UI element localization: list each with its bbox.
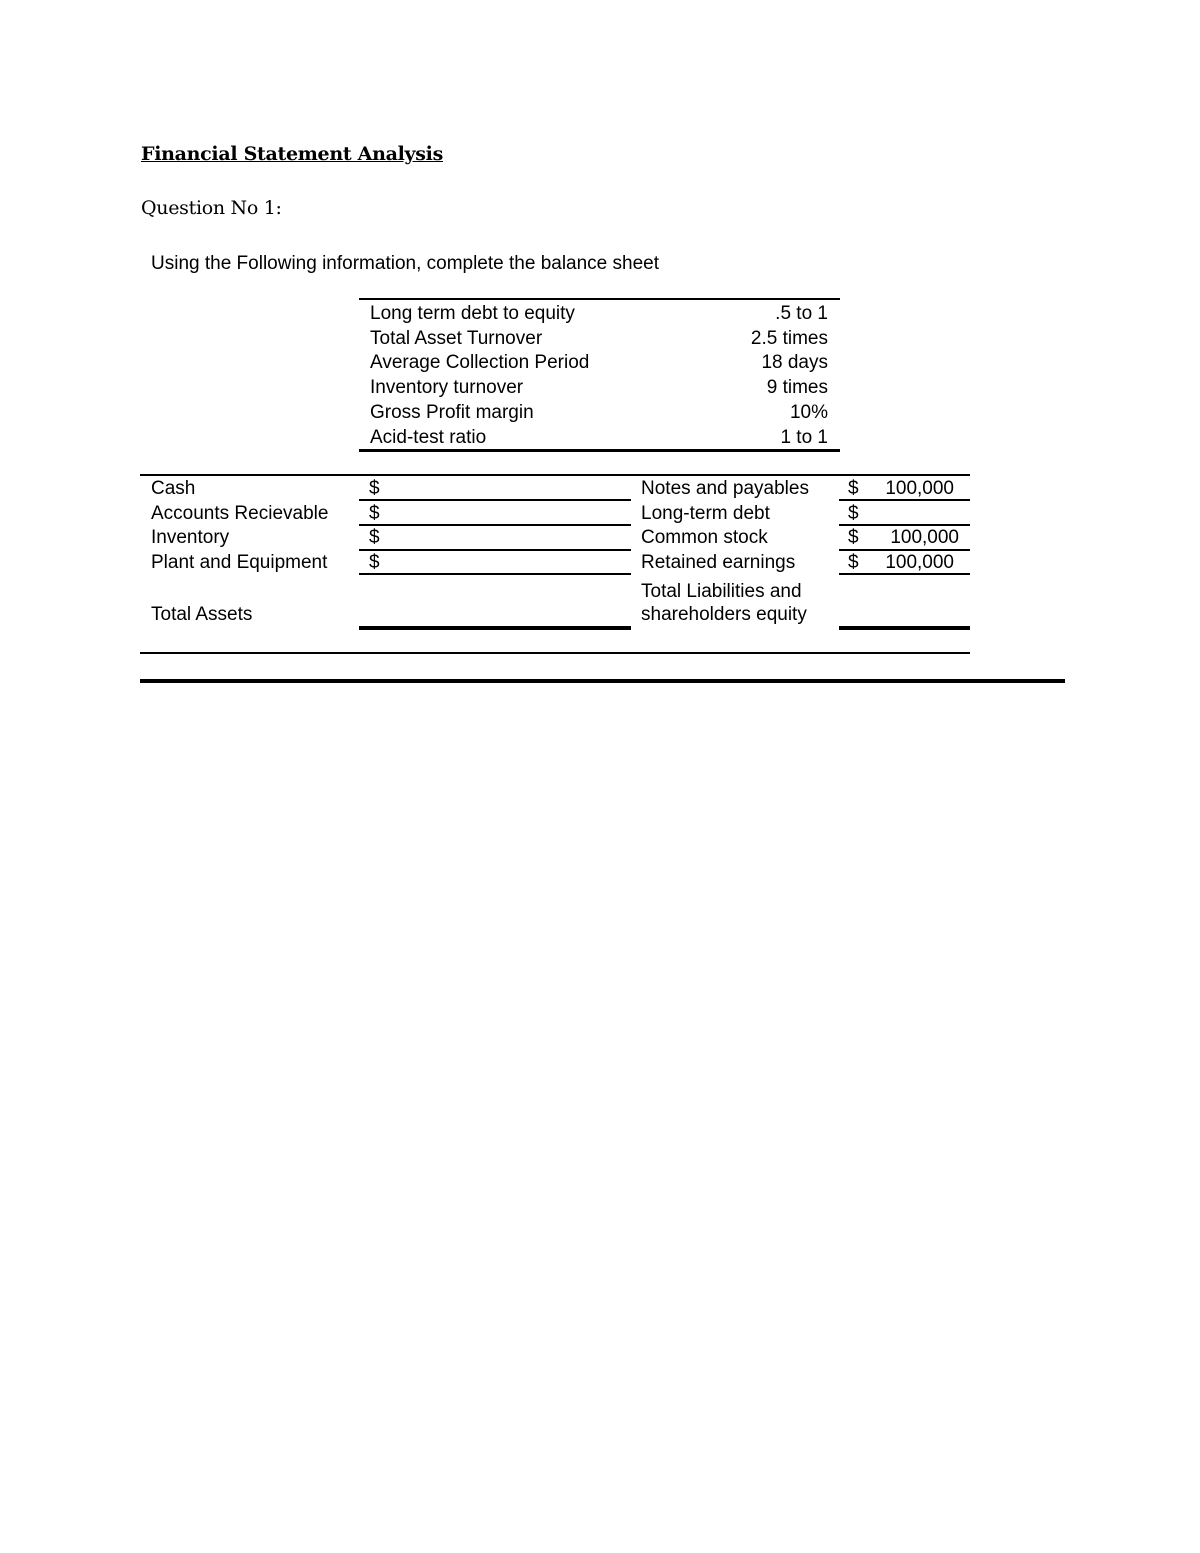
liability-amount-underline bbox=[839, 573, 970, 575]
ratio-label: Acid-test ratio bbox=[370, 427, 487, 448]
ratio-label: Total Asset Turnover bbox=[370, 328, 543, 349]
liability-amount: 100,000 bbox=[890, 527, 959, 548]
ratio-label: Gross Profit margin bbox=[370, 402, 534, 423]
ratio-value: 2.5 times bbox=[750, 328, 828, 349]
equity-label-common-stock: Common stock bbox=[641, 527, 768, 548]
total-assets-double-line[interactable] bbox=[359, 626, 631, 630]
asset-currency: $ bbox=[369, 552, 380, 573]
liability-currency: $ bbox=[848, 552, 859, 573]
total-liabilities-label-line1: Total Liabilities and bbox=[641, 581, 802, 602]
liability-amount: 100,000 bbox=[885, 478, 954, 499]
asset-amount-field-accounts-receivable[interactable] bbox=[359, 524, 631, 526]
liability-currency: $ bbox=[848, 503, 859, 524]
asset-amount-field-plant-equipment[interactable] bbox=[359, 573, 631, 575]
ratio-table-bottom-border bbox=[359, 449, 840, 452]
liability-amount-underline bbox=[839, 499, 970, 501]
balance-sheet-top-border bbox=[140, 474, 970, 476]
asset-label-plant-equipment: Plant and Equipment bbox=[151, 552, 328, 573]
document-title: Financial Statement Analysis bbox=[141, 143, 443, 165]
asset-amount-field-inventory[interactable] bbox=[359, 549, 631, 551]
asset-currency: $ bbox=[369, 478, 380, 499]
total-assets-label: Total Assets bbox=[151, 604, 253, 625]
asset-currency: $ bbox=[369, 527, 380, 548]
asset-label-inventory: Inventory bbox=[151, 527, 230, 548]
liability-label-notes-payables: Notes and payables bbox=[641, 478, 809, 499]
ratio-label: Long term debt to equity bbox=[370, 303, 575, 324]
question-heading: Question No 1: bbox=[141, 197, 282, 219]
equity-label-retained-earnings: Retained earnings bbox=[641, 552, 796, 573]
ratio-label: Average Collection Period bbox=[370, 352, 590, 373]
asset-label-cash: Cash bbox=[151, 478, 196, 499]
ratio-value: 18 days bbox=[761, 352, 828, 373]
ratio-value: 10% bbox=[789, 402, 828, 423]
ratio-value: 1 to 1 bbox=[780, 427, 828, 448]
ratio-value: .5 to 1 bbox=[775, 303, 828, 324]
liability-label-long-term-debt: Long-term debt bbox=[641, 503, 770, 524]
asset-amount-field-cash[interactable] bbox=[359, 499, 631, 501]
liability-currency: $ bbox=[848, 478, 859, 499]
ratio-table-top-border bbox=[359, 298, 840, 300]
total-liabilities-label-line2: shareholders equity bbox=[641, 604, 807, 625]
instruction-text: Using the Following information, complete the balance sheet bbox=[151, 253, 660, 274]
section-divider bbox=[140, 679, 1065, 683]
total-liabilities-double-line[interactable] bbox=[839, 626, 970, 630]
liability-currency: $ bbox=[848, 527, 859, 548]
ratio-label: Inventory turnover bbox=[370, 377, 524, 398]
balance-sheet-bottom-border bbox=[140, 652, 970, 654]
liability-amount: 100,000 bbox=[885, 552, 954, 573]
asset-currency: $ bbox=[369, 503, 380, 524]
ratio-value: 9 times bbox=[766, 377, 828, 398]
asset-label-accounts-receivable: Accounts Recievable bbox=[151, 503, 329, 524]
